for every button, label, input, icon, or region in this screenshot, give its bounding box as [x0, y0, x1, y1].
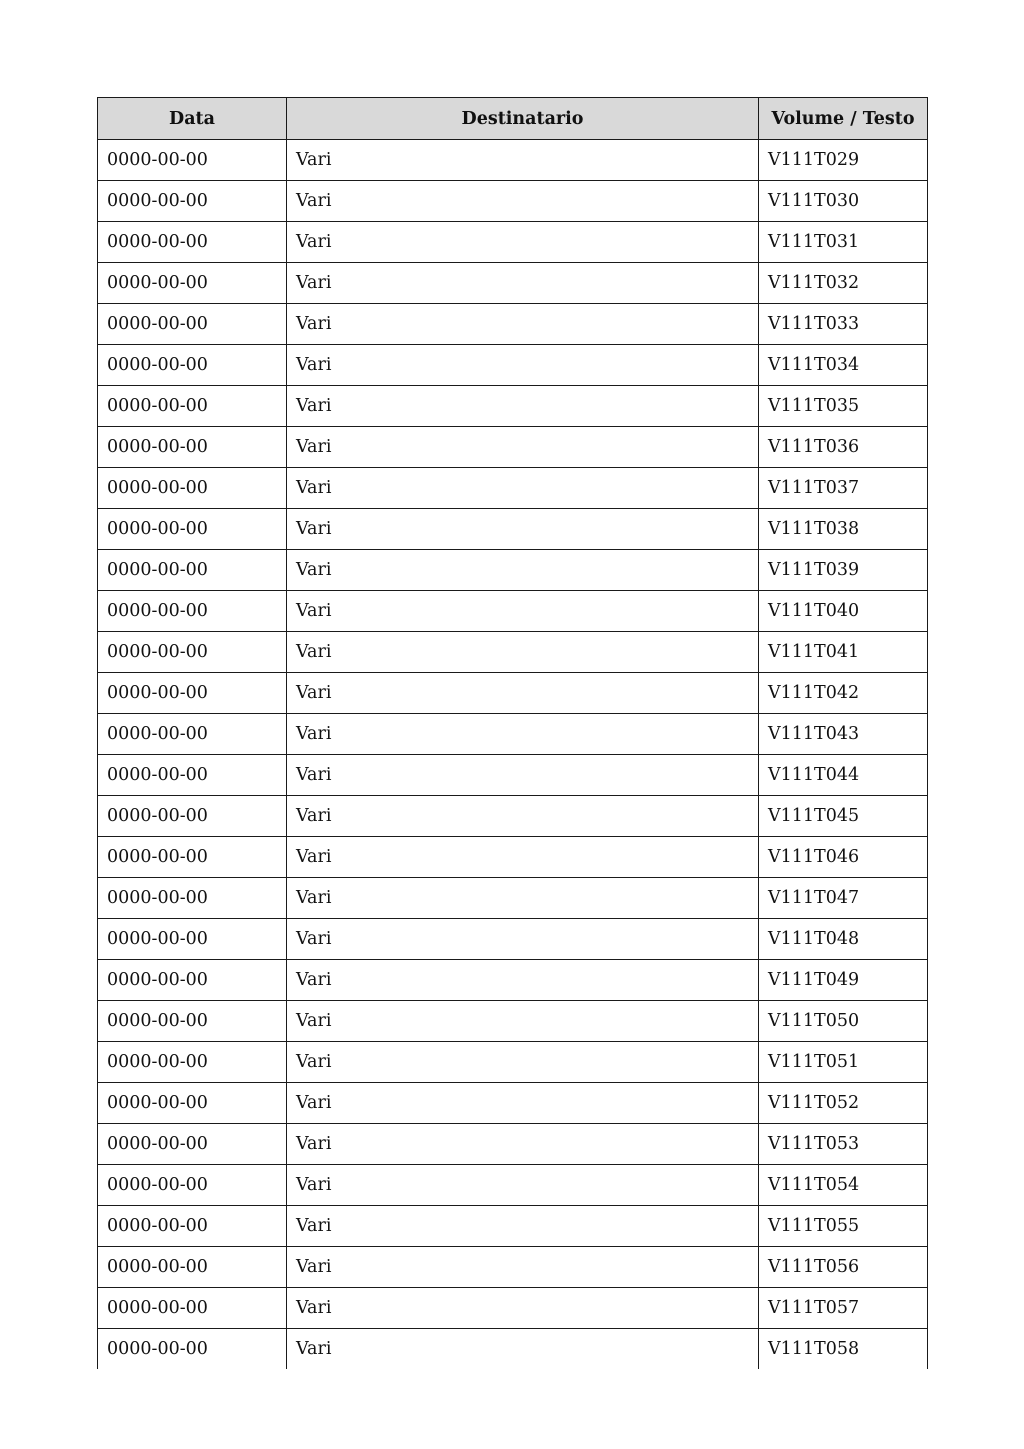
- cell-date: 0000-00-00: [98, 427, 287, 468]
- table-row: [98, 591, 928, 632]
- cell-recipient: Vari: [287, 1288, 759, 1329]
- cell-volume: V111T052: [759, 1083, 928, 1124]
- cell-recipient: Vari: [287, 960, 759, 1001]
- cell-recipient: Vari: [287, 1042, 759, 1083]
- table-row: [98, 632, 928, 673]
- cell-recipient: Vari: [287, 1329, 759, 1370]
- cell-date: 0000-00-00: [98, 1329, 287, 1370]
- cell-volume: V111T036: [759, 427, 928, 468]
- table-row: [98, 1288, 928, 1329]
- cell-recipient: Vari: [287, 140, 759, 181]
- table-row: [98, 714, 928, 755]
- column-header-recipient: Destinatario: [287, 98, 759, 140]
- cell-volume: V111T031: [759, 222, 928, 263]
- cell-date: 0000-00-00: [98, 550, 287, 591]
- table-row: [98, 386, 928, 427]
- cell-recipient: Vari: [287, 468, 759, 509]
- cell-recipient: Vari: [287, 550, 759, 591]
- table-row: [98, 1124, 928, 1165]
- table-body: [98, 140, 928, 1370]
- cell-volume: V111T054: [759, 1165, 928, 1206]
- table-row: [98, 1206, 928, 1247]
- cell-volume: V111T046: [759, 837, 928, 878]
- table-row: [98, 345, 928, 386]
- cell-volume: V111T033: [759, 304, 928, 345]
- table-row: [98, 550, 928, 591]
- cell-volume: V111T058: [759, 1329, 928, 1370]
- cell-recipient: Vari: [287, 345, 759, 386]
- cell-volume: V111T042: [759, 673, 928, 714]
- cell-volume: V111T040: [759, 591, 928, 632]
- cell-date: 0000-00-00: [98, 1206, 287, 1247]
- cell-volume: V111T050: [759, 1001, 928, 1042]
- table-row: [98, 796, 928, 837]
- cell-date: 0000-00-00: [98, 591, 287, 632]
- cell-date: 0000-00-00: [98, 632, 287, 673]
- cell-date: 0000-00-00: [98, 304, 287, 345]
- cell-date: 0000-00-00: [98, 1165, 287, 1206]
- cell-volume: V111T056: [759, 1247, 928, 1288]
- cell-volume: V111T037: [759, 468, 928, 509]
- cell-date: 0000-00-00: [98, 468, 287, 509]
- table-row: [98, 1001, 928, 1042]
- cell-recipient: Vari: [287, 427, 759, 468]
- cell-volume: V111T043: [759, 714, 928, 755]
- table-row: [98, 427, 928, 468]
- cell-recipient: Vari: [287, 796, 759, 837]
- cell-volume: V111T049: [759, 960, 928, 1001]
- cell-date: 0000-00-00: [98, 222, 287, 263]
- cell-date: 0000-00-00: [98, 837, 287, 878]
- cell-recipient: Vari: [287, 755, 759, 796]
- cell-recipient: Vari: [287, 714, 759, 755]
- cell-recipient: Vari: [287, 632, 759, 673]
- table-row: [98, 304, 928, 345]
- cell-volume: V111T051: [759, 1042, 928, 1083]
- table-row: [98, 1165, 928, 1206]
- cell-date: 0000-00-00: [98, 1042, 287, 1083]
- cell-recipient: Vari: [287, 386, 759, 427]
- cell-volume: V111T053: [759, 1124, 928, 1165]
- cell-volume: V111T048: [759, 919, 928, 960]
- cell-date: 0000-00-00: [98, 878, 287, 919]
- cell-volume: V111T034: [759, 345, 928, 386]
- cell-volume: V111T038: [759, 509, 928, 550]
- table-row: [98, 878, 928, 919]
- table-row: [98, 222, 928, 263]
- cell-volume: V111T032: [759, 263, 928, 304]
- cell-volume: V111T030: [759, 181, 928, 222]
- table-row: [98, 1247, 928, 1288]
- column-header-volume: Volume / Testo: [759, 98, 928, 140]
- cell-recipient: Vari: [287, 263, 759, 304]
- cell-date: 0000-00-00: [98, 919, 287, 960]
- table-row: [98, 1083, 928, 1124]
- table-row: [98, 837, 928, 878]
- table-header-row: [98, 98, 928, 140]
- cell-recipient: Vari: [287, 1247, 759, 1288]
- cell-recipient: Vari: [287, 181, 759, 222]
- cell-recipient: Vari: [287, 673, 759, 714]
- table-row: [98, 1329, 928, 1370]
- cell-date: 0000-00-00: [98, 345, 287, 386]
- cell-date: 0000-00-00: [98, 140, 287, 181]
- cell-recipient: Vari: [287, 1083, 759, 1124]
- cell-date: 0000-00-00: [98, 1001, 287, 1042]
- cell-date: 0000-00-00: [98, 1083, 287, 1124]
- cell-date: 0000-00-00: [98, 263, 287, 304]
- cell-volume: V111T044: [759, 755, 928, 796]
- cell-recipient: Vari: [287, 1206, 759, 1247]
- cell-volume: V111T041: [759, 632, 928, 673]
- table-row: [98, 263, 928, 304]
- cell-date: 0000-00-00: [98, 1288, 287, 1329]
- cell-volume: V111T047: [759, 878, 928, 919]
- cell-date: 0000-00-00: [98, 755, 287, 796]
- cell-recipient: Vari: [287, 304, 759, 345]
- cell-recipient: Vari: [287, 837, 759, 878]
- table-row: [98, 140, 928, 181]
- column-header-date: Data: [98, 98, 287, 140]
- cell-recipient: Vari: [287, 509, 759, 550]
- cell-recipient: Vari: [287, 222, 759, 263]
- cell-date: 0000-00-00: [98, 673, 287, 714]
- cell-date: 0000-00-00: [98, 1124, 287, 1165]
- cell-date: 0000-00-00: [98, 509, 287, 550]
- cell-volume: V111T055: [759, 1206, 928, 1247]
- cell-date: 0000-00-00: [98, 386, 287, 427]
- cell-recipient: Vari: [287, 919, 759, 960]
- table-row: [98, 960, 928, 1001]
- table-row: [98, 919, 928, 960]
- table-row: [98, 673, 928, 714]
- table-row: [98, 755, 928, 796]
- cell-date: 0000-00-00: [98, 181, 287, 222]
- cell-recipient: Vari: [287, 1124, 759, 1165]
- table-row: [98, 1042, 928, 1083]
- cell-date: 0000-00-00: [98, 1247, 287, 1288]
- cell-volume: V111T029: [759, 140, 928, 181]
- cell-volume: V111T035: [759, 386, 928, 427]
- cell-volume: V111T045: [759, 796, 928, 837]
- cell-recipient: Vari: [287, 878, 759, 919]
- cell-date: 0000-00-00: [98, 960, 287, 1001]
- cell-volume: V111T039: [759, 550, 928, 591]
- table-row: [98, 181, 928, 222]
- cell-recipient: Vari: [287, 1001, 759, 1042]
- cell-date: 0000-00-00: [98, 796, 287, 837]
- cell-recipient: Vari: [287, 1165, 759, 1206]
- cell-volume: V111T057: [759, 1288, 928, 1329]
- table-row: [98, 509, 928, 550]
- table-row: [98, 468, 928, 509]
- letters-table: [97, 97, 928, 1369]
- cell-recipient: Vari: [287, 591, 759, 632]
- cell-date: 0000-00-00: [98, 714, 287, 755]
